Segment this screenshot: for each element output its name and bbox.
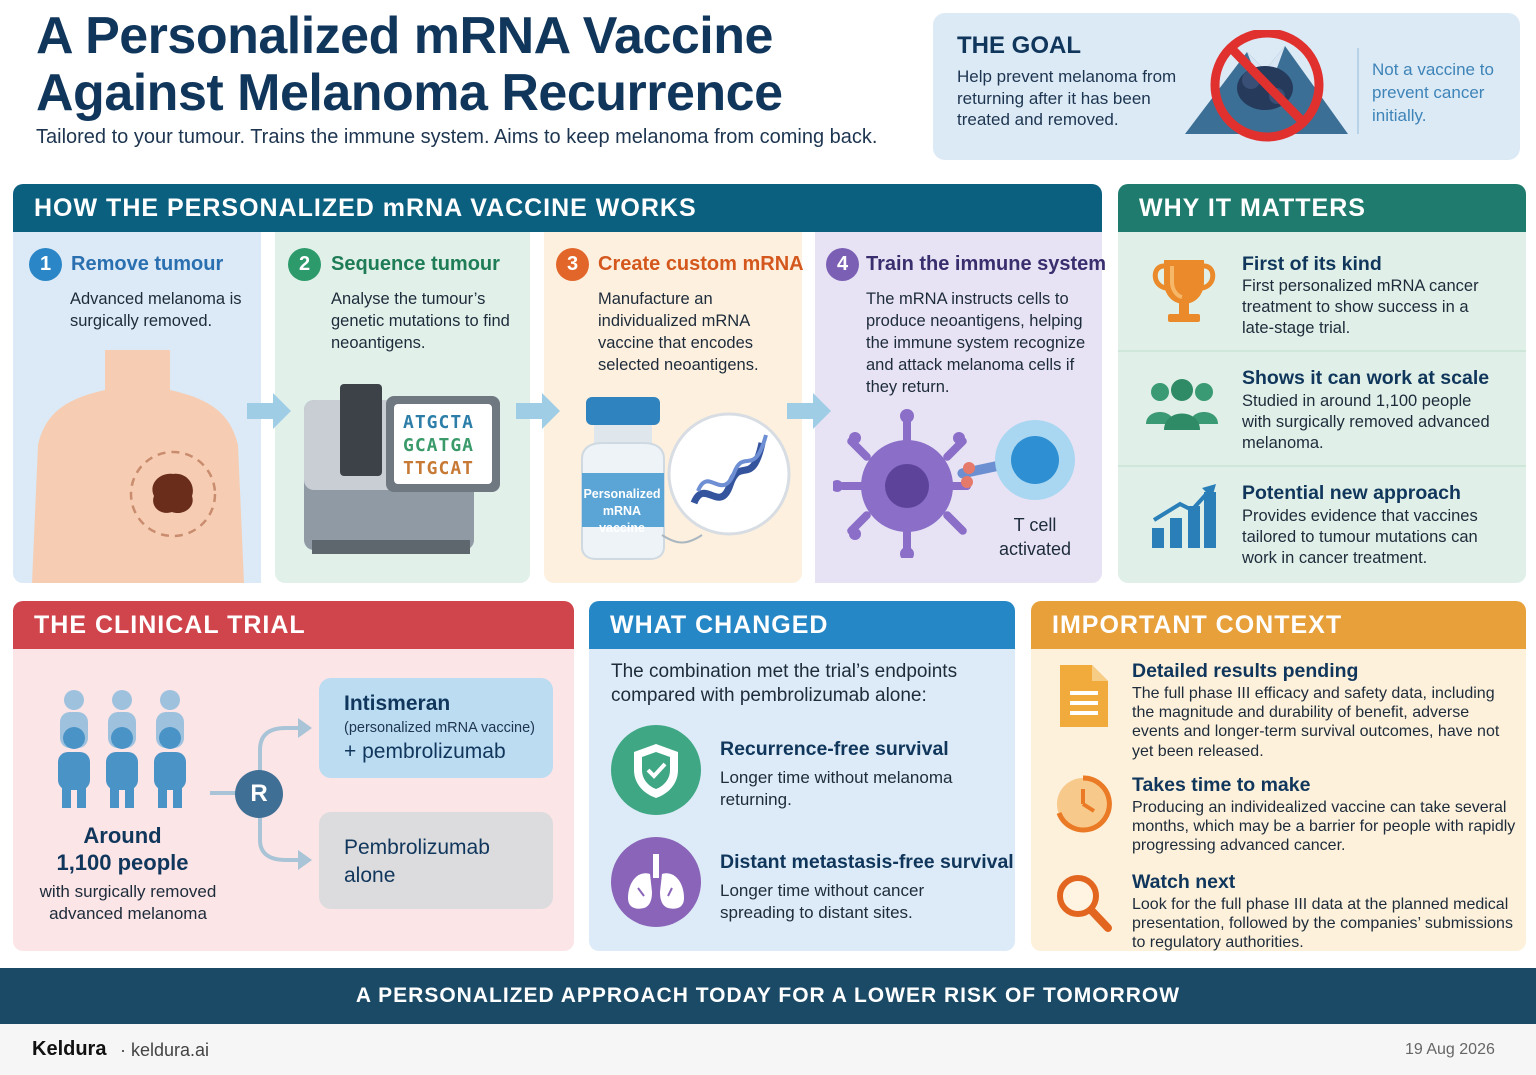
trial-count-line: Around (83, 823, 162, 848)
step-number-4: 4 (826, 248, 859, 281)
why-text-1: First personalized mRNA cancer treatment to show success in a late-stage trial. (1242, 277, 1479, 337)
randomization-badge: R (235, 770, 283, 818)
step-title-3: Create custom mRNA (598, 253, 804, 275)
step-title-4: Train the immune system (866, 253, 1107, 275)
why-title-1: First of its kind (1242, 253, 1382, 275)
step-title-1: Remove tumour (71, 253, 224, 275)
goal-divider (1357, 48, 1359, 134)
why-title-2: Shows it can work at scale (1242, 367, 1490, 389)
context-title-3: Watch next (1132, 871, 1236, 893)
changed-title-2: Distant metastasis-free survival (720, 851, 1014, 873)
changed-text-2: Longer time without cancer spreading to distant sites. (720, 881, 925, 922)
vial-label-line: mRNA vaccine (599, 504, 645, 535)
step-number-1: 1 (29, 248, 62, 281)
step-arrow-3 (787, 393, 833, 429)
trophy-icon (1150, 256, 1218, 326)
step-text-2: Analyse the tumour’s genetic mutations to find neoantigens. (331, 290, 510, 352)
brand-url[interactable]: · keldura.ai (120, 1040, 210, 1060)
changed-title-1: Recurrence-free survival (720, 738, 949, 760)
vial-icon (572, 395, 794, 565)
arm1-subtitle: (personalized mRNA vaccine) (344, 720, 535, 736)
arm2-line: Pembrolizumab (344, 836, 490, 859)
tcell-label-line: T cell (1013, 515, 1057, 535)
step-text-4: The mRNA instructs cells to produce neoantigens, helping the immune system recognize and attack melanoma cells if they return. (866, 290, 1086, 396)
context-text-2: Producing an individealized vaccine can take several months, which may be a barrier for people with rapidly progressing advanced cancer. (1132, 799, 1516, 855)
step-text-1: Advanced melanoma is surgically removed. (70, 290, 242, 330)
bar-growth-icon (1150, 484, 1220, 550)
context-title-2: Takes time to make (1132, 774, 1311, 796)
changed-text-1: Longer time without melanoma returning. (720, 768, 953, 809)
changed-heading: WHAT CHANGED (589, 601, 1015, 649)
step-number-3: 3 (556, 248, 589, 281)
step-number-2: 2 (288, 248, 321, 281)
search-icon (1054, 872, 1114, 934)
changed-intro: The combination met the trial’s endpoints compared with pembrolizumab alone: (611, 661, 958, 706)
trial-count (20, 822, 225, 876)
context-text-1: The full phase III efficacy and safety data, including the magnitude and durability of benefit, adverse events and longer-term survival outcomes, have not yet been released. (1132, 685, 1500, 760)
clock-icon (1054, 775, 1112, 833)
participants-icon (48, 688, 198, 810)
step-arrow-2 (516, 393, 562, 429)
sequence-readout (403, 411, 474, 480)
torso-icon (30, 350, 246, 583)
step-arrow-1 (247, 393, 293, 429)
arm1-title: Intismeran (344, 692, 451, 715)
footer-bar (0, 1024, 1536, 1075)
tcell-label-line: activated (998, 539, 1072, 559)
brand-name: Keldura (32, 1038, 107, 1060)
why-heading: WHY IT MATTERS (1118, 184, 1526, 232)
sequence-line: GCATGA (403, 435, 475, 456)
why-divider (1118, 350, 1526, 352)
page-title: A Personalized mRNA Vaccine Against Melanoma Recurrence (36, 7, 783, 122)
arm1-combo: + pembrolizumab (344, 740, 506, 763)
why-text-3: Provides evidence that vaccines tailored to tumour mutations can work in cancer treatment. (1242, 507, 1478, 567)
arm2-label (344, 834, 490, 890)
tcell-label (990, 513, 1080, 561)
publish-date: 19 Aug 2026 (1405, 1041, 1495, 1058)
why-title-3: Potential new approach (1242, 482, 1461, 504)
tagline-banner: A PERSONALIZED APPROACH TODAY FOR A LOWER RISK OF TOMORROW (0, 968, 1536, 1024)
trial-heading: THE CLINICAL TRIAL (13, 601, 574, 649)
trial-count-line: 1,100 people (56, 850, 189, 875)
context-heading: IMPORTANT CONTEXT (1031, 601, 1526, 649)
sequence-line: TTGCAT (403, 458, 475, 479)
context-title-1: Detailed results pending (1132, 660, 1359, 682)
vial-label (582, 486, 662, 537)
goal-text: Help prevent melanoma from returning after it has been treated and removed. (957, 67, 1177, 129)
trial-count-desc: with surgically removed advanced melanoma (39, 882, 217, 923)
no-recurrence-icon (1185, 30, 1350, 150)
shield-icon (610, 724, 702, 816)
how-heading: HOW THE PERSONALIZED mRNA VACCINE WORKS (13, 184, 1102, 232)
why-divider (1118, 465, 1526, 467)
sequence-line: ATGCTA (403, 412, 475, 433)
lungs-icon (610, 836, 702, 928)
why-text-2: Studied in around 1,100 people with surgically removed advanced melanoma. (1242, 392, 1490, 452)
step-title-2: Sequence tumour (331, 253, 500, 275)
arm2-line: alone (344, 864, 396, 887)
document-icon (1058, 663, 1110, 729)
people-icon (1146, 378, 1218, 434)
page-subtitle: Tailored to your tumour. Trains the immune system. Aims to keep melanoma from coming back. (36, 126, 878, 148)
context-text-3: Look for the full phase III data at the planned medical presentation, followed by the companies’ submissions to regulatory authorities. (1132, 896, 1513, 952)
step-text-3: Manufacture an individualized mRNA vaccine that encodes selected neoantigens. (598, 290, 759, 374)
vial-label-line: Personalized (583, 487, 661, 501)
goal-title: THE GOAL (957, 32, 1081, 59)
goal-note: Not a vaccine to prevent cancer initially. (1372, 60, 1494, 125)
